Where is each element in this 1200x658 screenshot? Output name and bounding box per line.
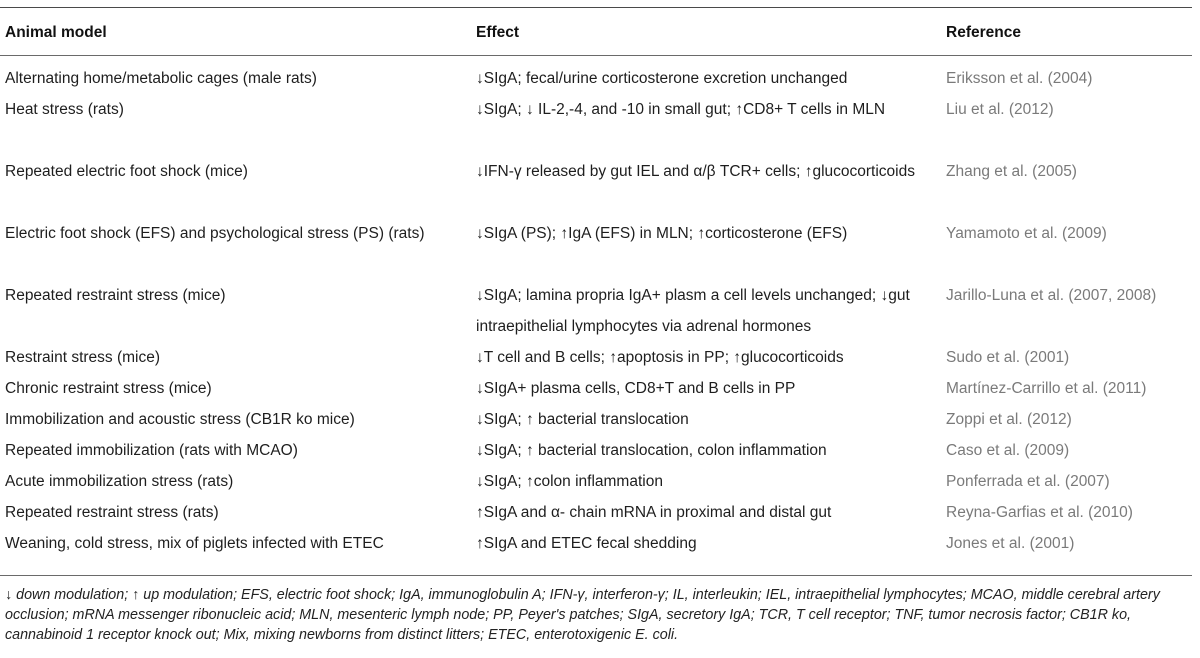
cell-reference: Caso et al. (2009): [946, 442, 1070, 459]
cell-effect: ↓T cell and B cells; ↑apoptosis in PP; ↑glucocorticoids: [476, 349, 844, 366]
cell-effect: ↓SIgA+ plasma cells, CD8+T and B cells in PP: [476, 380, 796, 397]
cell-reference: Jarillo-Luna et al. (2007, 2008): [946, 287, 1157, 304]
cell-effect: ↑SIgA and α- chain mRNA in proximal and distal gut: [476, 504, 832, 521]
cell-reference: Liu et al. (2012): [946, 101, 1054, 118]
cell-animal-model: Repeated immobilization (rats with MCAO): [5, 442, 298, 459]
header-animal-model: Animal model: [5, 24, 107, 41]
table-row: [0, 368, 1192, 399]
cell-reference: Reyna-Garfias et al. (2010): [946, 504, 1133, 521]
cell-effect: ↑SIgA and ETEC fecal shedding: [476, 535, 697, 552]
cell-effect: ↓SIgA; ↑ bacterial translocation, colon inflammation: [476, 442, 827, 459]
cell-animal-model: Acute immobilization stress (rats): [5, 473, 234, 490]
cell-animal-model: Repeated restraint stress (rats): [5, 504, 219, 521]
table-bottom-rule: [0, 575, 1192, 576]
cell-animal-model: Repeated restraint stress (mice): [5, 287, 226, 304]
cell-animal-model: Restraint stress (mice): [5, 349, 161, 366]
table-row: [0, 151, 1192, 213]
table-row: [0, 399, 1192, 430]
cell-reference: Yamamoto et al. (2009): [946, 225, 1107, 242]
cell-effect: ↓SIgA; ↑colon inflammation: [476, 473, 663, 490]
table-footnote: ↓ down modulation; ↑ up modulation; EFS, electric foot shock; IgA, immunoglobulin A; IFN-γ, interferon-γ; IL, interleukin; IEL, intraepithelial lymphocytes; MCAO, middle cerebral artery occlusion; mRNA messenger ribonucleic acid; MLN, mesenteric lymph node; PP, Peyer's patches; SIgA, secretory IgA; TCR, T cell receptor; TNF, tumor necrosis factor; CB1R ko, cannabinoid 1 receptor knock out; Mix, mixing newborns from distinct litters; ETEC, enterotoxigenic E. coli.: [5, 587, 1160, 643]
cell-reference: Zhang et al. (2005): [946, 163, 1077, 180]
cell-effect: ↓IFN-γ released by gut IEL and α/β TCR+ cells; ↑glucocorticoids: [476, 163, 915, 180]
cell-animal-model: Repeated electric foot shock (mice): [5, 163, 248, 180]
table-row: [0, 492, 1192, 523]
cell-effect: ↓SIgA; lamina propria IgA+ plasm a cell levels unchanged; ↓gut intraepithelial lymphocytes via adrenal hormones: [476, 287, 910, 335]
table-row: [0, 430, 1192, 461]
table-row: [0, 58, 1192, 89]
cell-effect: ↓SIgA; ↑ bacterial translocation: [476, 411, 689, 428]
table-row: [0, 523, 1192, 554]
cell-reference: Zoppi et al. (2012): [946, 411, 1072, 428]
table-header-rule: [0, 55, 1192, 56]
table-body: [0, 58, 1192, 554]
cell-reference: Martínez-Carrillo et al. (2011): [946, 380, 1147, 397]
cell-reference: Jones et al. (2001): [946, 535, 1075, 552]
table-row: [0, 89, 1192, 151]
cell-reference: Eriksson et al. (2004): [946, 70, 1093, 87]
cell-effect: ↓SIgA; fecal/urine corticosterone excretion unchanged: [476, 70, 848, 87]
header-effect: Effect: [476, 24, 520, 41]
cell-animal-model: Electric foot shock (EFS) and psychological stress (PS) (rats): [5, 225, 425, 242]
table-row: [0, 275, 1192, 337]
cell-animal-model: Immobilization and acoustic stress (CB1R ko mice): [5, 411, 355, 428]
table-row: [0, 461, 1192, 492]
table-row: [0, 337, 1192, 368]
cell-effect: ↓SIgA (PS); ↑IgA (EFS) in MLN; ↑corticosterone (EFS): [476, 225, 848, 242]
cell-animal-model: Chronic restraint stress (mice): [5, 380, 212, 397]
cell-animal-model: Alternating home/metabolic cages (male rats): [5, 70, 317, 87]
cell-reference: Ponferrada et al. (2007): [946, 473, 1110, 490]
cell-animal-model: Heat stress (rats): [5, 101, 124, 118]
cell-reference: Sudo et al. (2001): [946, 349, 1070, 366]
cell-animal-model: Weaning, cold stress, mix of piglets infected with ETEC: [5, 535, 384, 552]
cell-effect: ↓SIgA; ↓ IL-2,-4, and -10 in small gut; ↑CD8+ T cells in MLN: [476, 101, 886, 118]
table-header-row: [0, 7, 1192, 55]
table-row: [0, 213, 1192, 275]
header-reference: Reference: [946, 24, 1021, 41]
